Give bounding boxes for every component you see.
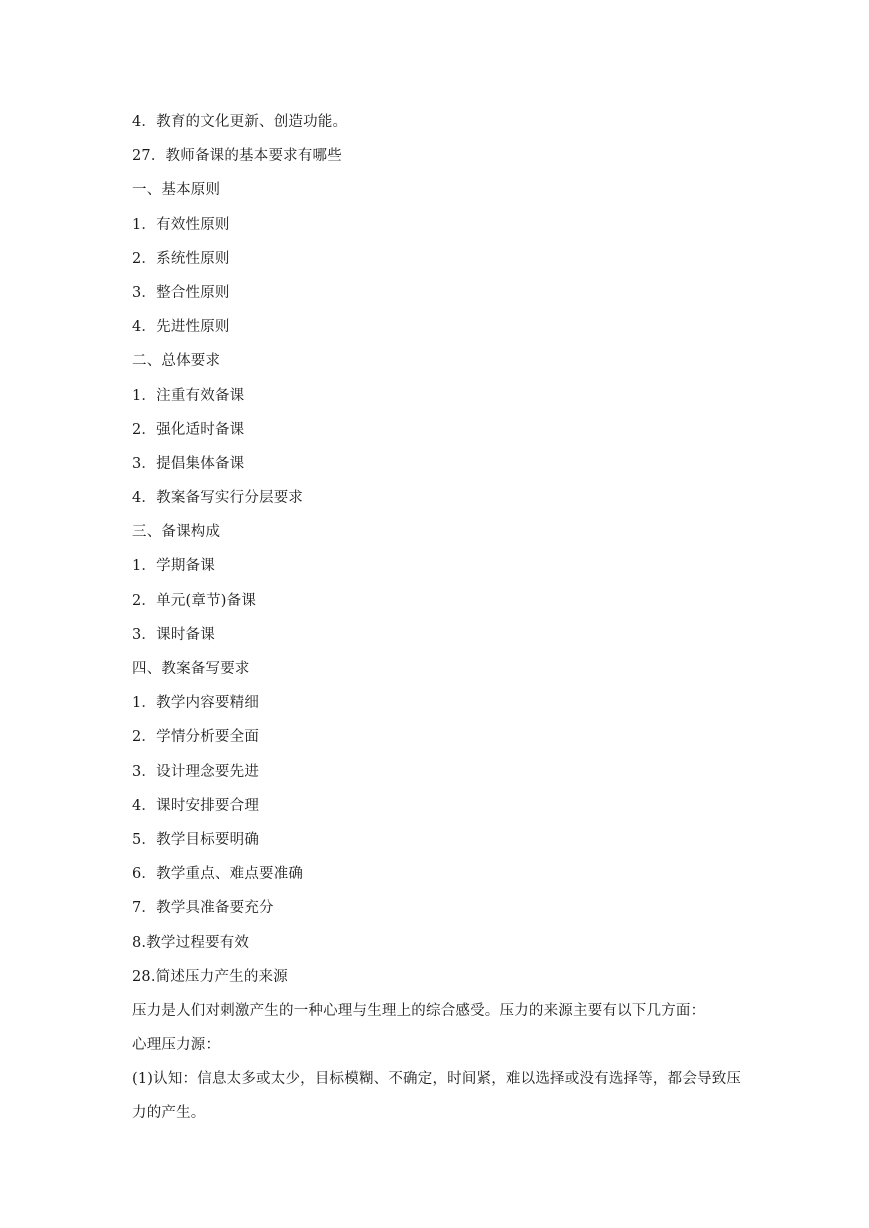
list-item: 2．强化适时备课 — [132, 421, 245, 438]
list-item: 1．有效性原则 — [132, 216, 230, 233]
list-item: 2．学情分析要全面 — [132, 729, 260, 746]
list-item: 4．课时安排要合理 — [132, 797, 260, 814]
paragraph-text: (1)认知：信息太多或太少，目标模糊、不确定，时间紧，难以选择或没有选择等，都会导致压力的产生。 — [132, 1071, 742, 1122]
list-item: 1．教学内容要精细 — [132, 695, 260, 712]
section-heading: 心理压力源： — [132, 1037, 221, 1054]
list-item: 3．提倡集体备课 — [132, 455, 245, 472]
list-item: 4．先进性原则 — [132, 319, 230, 336]
list-item: 2．单元(章节)备课 — [132, 592, 257, 609]
section-heading: 四、教案备写要求 — [132, 661, 250, 677]
list-item: 8.教学过程要有效 — [132, 934, 250, 951]
question-heading: 27．教师备课的基本要求有哪些 — [132, 148, 342, 165]
list-item: 6．教学重点、难点要准确 — [132, 866, 304, 883]
list-item: 2．系统性原则 — [132, 250, 230, 267]
text-line: 4．教育的文化更新、创造功能。 — [132, 114, 348, 130]
list-item: 3．设计理念要先进 — [132, 763, 260, 780]
paragraph-text: 压力是人们对刺激产生的一种心理与生理上的综合感受。压力的来源主要有以下几方面： — [132, 1002, 706, 1019]
list-item: 1．学期备课 — [132, 558, 215, 575]
list-item: 5．教学目标要明确 — [132, 831, 260, 848]
list-item: 7．教学具准备要充分 — [132, 900, 274, 917]
section-heading: 三、备课构成 — [132, 524, 221, 541]
document-body — [132, 110, 742, 1131]
list-item: 3．整合性原则 — [132, 284, 230, 301]
section-heading: 一、基本原则 — [132, 182, 221, 199]
list-item: 1．注重有效备课 — [132, 387, 245, 404]
section-heading: 二、总体要求 — [132, 353, 221, 370]
list-item: 3．课时备课 — [132, 626, 215, 643]
question-heading: 28.简述压力产生的来源 — [132, 968, 288, 985]
list-item: 4．教案备写实行分层要求 — [132, 490, 304, 507]
